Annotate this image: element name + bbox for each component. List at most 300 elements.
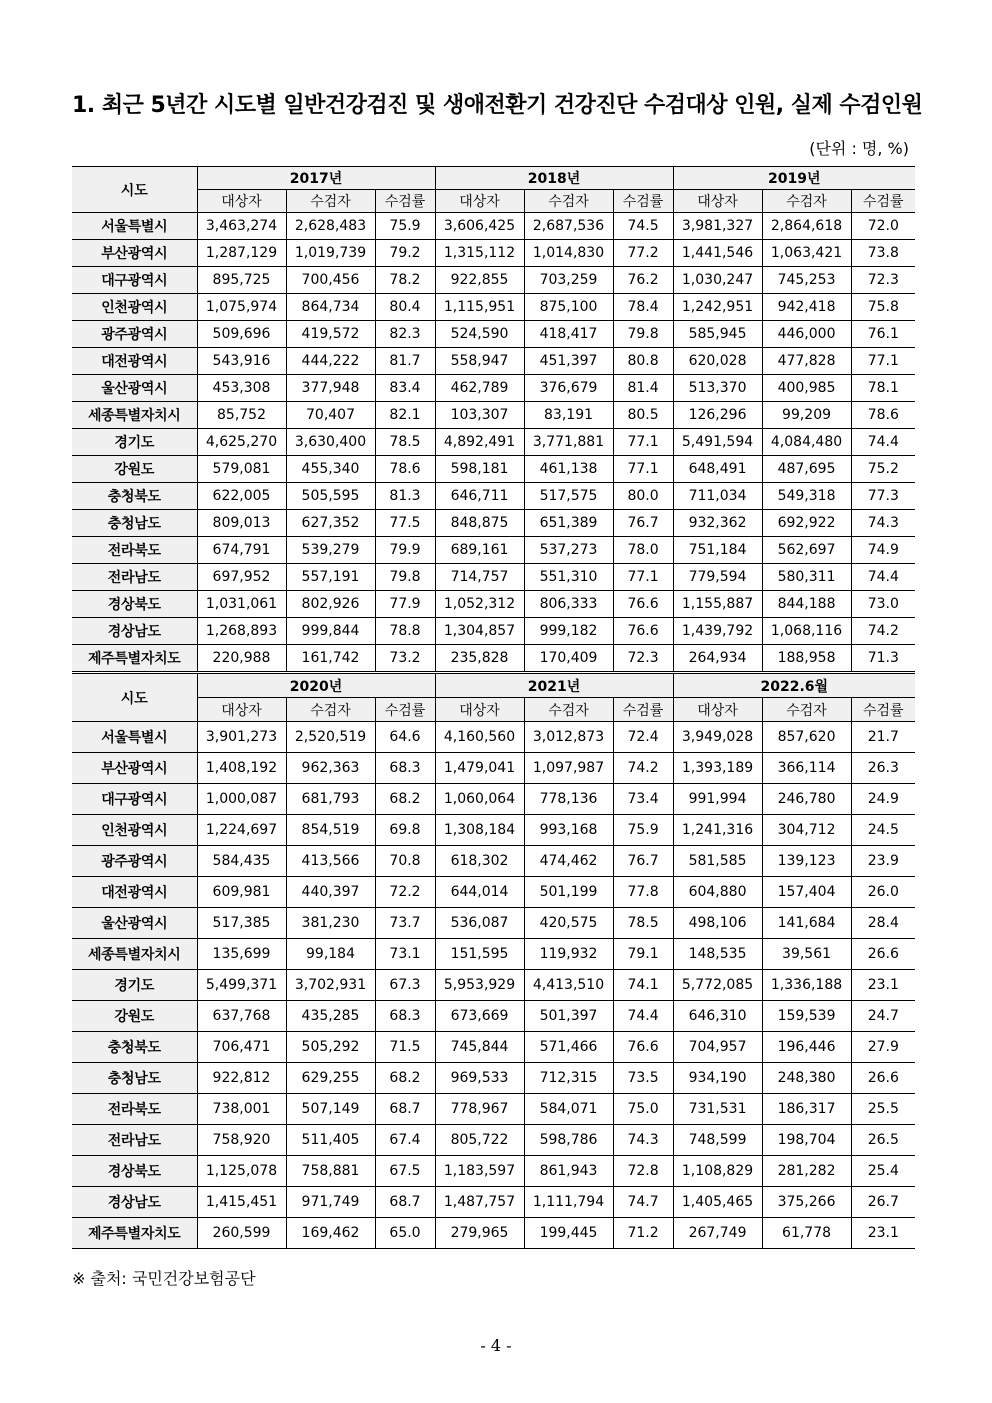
table-row (72, 815, 915, 846)
target-cell: 267,749 (673, 1218, 762, 1249)
col-rate-header: 수검률 (613, 698, 673, 722)
target-cell: 778,967 (435, 1094, 524, 1125)
region-cell: 광주광역시 (72, 321, 197, 348)
examined-cell: 703,259 (524, 267, 613, 294)
rate-cell: 72.4 (613, 722, 673, 753)
examined-cell: 451,397 (524, 348, 613, 375)
col-examined-header: 수검자 (286, 698, 375, 722)
region-cell: 전라북도 (72, 1094, 197, 1125)
rate-cell: 77.1 (613, 564, 673, 591)
examined-cell: 501,397 (524, 1001, 613, 1032)
target-cell: 1,031,061 (197, 591, 286, 618)
col-rate-header: 수검률 (375, 190, 435, 213)
region-cell: 강원도 (72, 456, 197, 483)
rate-cell: 74.5 (613, 213, 673, 240)
target-cell: 513,370 (673, 375, 762, 402)
stats-table-2020-2022 (72, 671, 915, 1249)
table-row (72, 483, 915, 510)
rate-cell: 79.1 (613, 939, 673, 970)
table-row (72, 877, 915, 908)
region-cell: 대전광역시 (72, 348, 197, 375)
examined-cell: 505,292 (286, 1032, 375, 1063)
examined-cell: 1,097,987 (524, 753, 613, 784)
target-cell: 462,789 (435, 375, 524, 402)
rate-cell: 74.2 (613, 753, 673, 784)
examined-cell: 651,389 (524, 510, 613, 537)
rate-cell: 71.5 (375, 1032, 435, 1063)
target-cell: 1,268,893 (197, 618, 286, 645)
rate-cell: 75.2 (851, 456, 915, 483)
rate-cell: 74.3 (851, 510, 915, 537)
examined-cell: 598,786 (524, 1125, 613, 1156)
table-row (72, 321, 915, 348)
examined-cell: 2,687,536 (524, 213, 613, 240)
table-row (72, 429, 915, 456)
target-cell: 779,594 (673, 564, 762, 591)
target-cell: 509,696 (197, 321, 286, 348)
table-row (72, 1001, 915, 1032)
target-cell: 674,791 (197, 537, 286, 564)
rate-cell: 23.9 (851, 846, 915, 877)
examined-cell: 487,695 (762, 456, 851, 483)
target-cell: 1,052,312 (435, 591, 524, 618)
rate-cell: 71.2 (613, 1218, 673, 1249)
target-cell: 3,463,274 (197, 213, 286, 240)
examined-cell: 501,199 (524, 877, 613, 908)
rate-cell: 21.7 (851, 722, 915, 753)
rate-cell: 80.8 (613, 348, 673, 375)
target-cell: 235,828 (435, 645, 524, 672)
col-target-header: 대상자 (435, 190, 524, 213)
region-cell: 부산광역시 (72, 240, 197, 267)
examined-cell: 119,932 (524, 939, 613, 970)
target-cell: 706,471 (197, 1032, 286, 1063)
examined-cell: 806,333 (524, 591, 613, 618)
examined-cell: 875,100 (524, 294, 613, 321)
rate-cell: 65.0 (375, 1218, 435, 1249)
target-cell: 584,435 (197, 846, 286, 877)
examined-cell: 562,697 (762, 537, 851, 564)
examined-cell: 3,771,881 (524, 429, 613, 456)
rate-cell: 79.8 (613, 321, 673, 348)
target-cell: 1,224,697 (197, 815, 286, 846)
target-cell: 498,106 (673, 908, 762, 939)
target-cell: 3,949,028 (673, 722, 762, 753)
region-cell: 충청남도 (72, 510, 197, 537)
target-cell: 536,087 (435, 908, 524, 939)
rate-cell: 64.6 (375, 722, 435, 753)
page-number: - 4 - (480, 1336, 512, 1355)
examined-cell: 1,014,830 (524, 240, 613, 267)
rate-cell: 77.2 (613, 240, 673, 267)
target-cell: 1,315,112 (435, 240, 524, 267)
rate-cell: 78.5 (375, 429, 435, 456)
examined-cell: 455,340 (286, 456, 375, 483)
examined-cell: 39,561 (762, 939, 851, 970)
target-cell: 620,028 (673, 348, 762, 375)
examined-cell: 141,684 (762, 908, 851, 939)
target-cell: 1,115,951 (435, 294, 524, 321)
rate-cell: 73.4 (613, 784, 673, 815)
rate-cell: 67.5 (375, 1156, 435, 1187)
col-examined-header: 수검자 (762, 698, 851, 722)
target-cell: 3,606,425 (435, 213, 524, 240)
rate-cell: 75.9 (613, 815, 673, 846)
table-row (72, 645, 915, 672)
region-cell: 경상북도 (72, 591, 197, 618)
target-cell: 4,625,270 (197, 429, 286, 456)
region-header: 시도 (72, 673, 197, 722)
examined-cell: 444,222 (286, 348, 375, 375)
target-cell: 3,981,327 (673, 213, 762, 240)
examined-cell: 435,285 (286, 1001, 375, 1032)
rate-cell: 72.3 (613, 645, 673, 672)
rate-cell: 71.3 (851, 645, 915, 672)
column-header-row (72, 190, 915, 213)
year-header: 2020년 (197, 673, 435, 698)
year-header-row (72, 167, 915, 190)
rate-cell: 77.8 (613, 877, 673, 908)
rate-cell: 78.5 (613, 908, 673, 939)
examined-cell: 1,063,421 (762, 240, 851, 267)
target-cell: 1,075,974 (197, 294, 286, 321)
table-row (72, 1094, 915, 1125)
examined-cell: 861,943 (524, 1156, 613, 1187)
target-cell: 932,362 (673, 510, 762, 537)
table-row (72, 1032, 915, 1063)
col-examined-header: 수검자 (286, 190, 375, 213)
year-header: 2022.6월 (673, 673, 915, 698)
examined-cell: 375,266 (762, 1187, 851, 1218)
target-cell: 991,994 (673, 784, 762, 815)
rate-cell: 74.7 (613, 1187, 673, 1218)
rate-cell: 74.1 (613, 970, 673, 1001)
examined-cell: 157,404 (762, 877, 851, 908)
region-cell: 충청북도 (72, 1032, 197, 1063)
stats-table-2017-2019 (72, 166, 915, 672)
examined-cell: 3,630,400 (286, 429, 375, 456)
table-row (72, 753, 915, 784)
examined-cell: 571,466 (524, 1032, 613, 1063)
rate-cell: 25.5 (851, 1094, 915, 1125)
rate-cell: 78.6 (375, 456, 435, 483)
rate-cell: 24.7 (851, 1001, 915, 1032)
target-cell: 524,590 (435, 321, 524, 348)
examined-cell: 549,318 (762, 483, 851, 510)
table-row (72, 784, 915, 815)
examined-cell: 420,575 (524, 908, 613, 939)
col-rate-header: 수검률 (613, 190, 673, 213)
target-cell: 1,242,951 (673, 294, 762, 321)
target-cell: 1,393,189 (673, 753, 762, 784)
table-row (72, 348, 915, 375)
year-header: 2017년 (197, 167, 435, 190)
target-cell: 260,599 (197, 1218, 286, 1249)
region-cell: 부산광역시 (72, 753, 197, 784)
region-cell: 광주광역시 (72, 846, 197, 877)
table-body (72, 722, 915, 1249)
examined-cell: 281,282 (762, 1156, 851, 1187)
region-cell: 경상남도 (72, 1187, 197, 1218)
target-cell: 731,531 (673, 1094, 762, 1125)
target-cell: 4,160,560 (435, 722, 524, 753)
target-cell: 714,757 (435, 564, 524, 591)
rate-cell: 78.4 (613, 294, 673, 321)
rate-cell: 79.9 (375, 537, 435, 564)
target-cell: 581,585 (673, 846, 762, 877)
year-header: 2019년 (673, 167, 915, 190)
table-row (72, 267, 915, 294)
examined-cell: 4,084,480 (762, 429, 851, 456)
target-cell: 558,947 (435, 348, 524, 375)
target-cell: 618,302 (435, 846, 524, 877)
region-cell: 대구광역시 (72, 784, 197, 815)
examined-cell: 2,628,483 (286, 213, 375, 240)
rate-cell: 75.8 (851, 294, 915, 321)
table-row (72, 591, 915, 618)
target-cell: 646,711 (435, 483, 524, 510)
rate-cell: 68.3 (375, 753, 435, 784)
examined-cell: 999,182 (524, 618, 613, 645)
rate-cell: 68.2 (375, 784, 435, 815)
examined-cell: 971,749 (286, 1187, 375, 1218)
rate-cell: 77.1 (851, 348, 915, 375)
examined-cell: 778,136 (524, 784, 613, 815)
examined-cell: 999,844 (286, 618, 375, 645)
unit-note: (단위 : 명, %) (809, 139, 909, 158)
rate-cell: 72.2 (375, 877, 435, 908)
region-cell: 인천광역시 (72, 815, 197, 846)
region-cell: 경상남도 (72, 618, 197, 645)
target-cell: 220,988 (197, 645, 286, 672)
examined-cell: 198,704 (762, 1125, 851, 1156)
target-cell: 758,920 (197, 1125, 286, 1156)
table-row (72, 1125, 915, 1156)
examined-cell: 962,363 (286, 753, 375, 784)
rate-cell: 81.4 (613, 375, 673, 402)
target-cell: 135,699 (197, 939, 286, 970)
target-cell: 1,479,041 (435, 753, 524, 784)
target-cell: 1,441,546 (673, 240, 762, 267)
examined-cell: 169,462 (286, 1218, 375, 1249)
target-cell: 1,408,192 (197, 753, 286, 784)
col-target-header: 대상자 (197, 190, 286, 213)
rate-cell: 67.4 (375, 1125, 435, 1156)
region-cell: 세종특별자치시 (72, 939, 197, 970)
col-target-header: 대상자 (197, 698, 286, 722)
rate-cell: 73.0 (851, 591, 915, 618)
rate-cell: 72.8 (613, 1156, 673, 1187)
region-header: 시도 (72, 167, 197, 213)
examined-cell: 83,191 (524, 402, 613, 429)
table-row (72, 213, 915, 240)
rate-cell: 23.1 (851, 970, 915, 1001)
rate-cell: 27.9 (851, 1032, 915, 1063)
target-cell: 1,183,597 (435, 1156, 524, 1187)
target-cell: 809,013 (197, 510, 286, 537)
examined-cell: 627,352 (286, 510, 375, 537)
examined-cell: 2,520,519 (286, 722, 375, 753)
rate-cell: 82.3 (375, 321, 435, 348)
source-note: ※ 출처: 국민건강보험공단 (72, 1269, 256, 1288)
examined-cell: 539,279 (286, 537, 375, 564)
target-cell: 689,161 (435, 537, 524, 564)
rate-cell: 78.2 (375, 267, 435, 294)
target-cell: 934,190 (673, 1063, 762, 1094)
region-cell: 대구광역시 (72, 267, 197, 294)
region-cell: 충청북도 (72, 483, 197, 510)
rate-cell: 82.1 (375, 402, 435, 429)
examined-cell: 854,519 (286, 815, 375, 846)
examined-cell: 844,188 (762, 591, 851, 618)
year-header-row (72, 673, 915, 698)
examined-cell: 440,397 (286, 877, 375, 908)
rate-cell: 79.8 (375, 564, 435, 591)
examined-cell: 557,191 (286, 564, 375, 591)
examined-cell: 712,315 (524, 1063, 613, 1094)
target-cell: 922,855 (435, 267, 524, 294)
document-title: 1. 최근 5년간 시도별 일반건강검진 및 생애전환기 건강진단 수검대상 인원, 실제 수검인원 (72, 93, 923, 118)
rate-cell: 73.7 (375, 908, 435, 939)
examined-cell: 413,566 (286, 846, 375, 877)
target-cell: 126,296 (673, 402, 762, 429)
target-cell: 3,901,273 (197, 722, 286, 753)
target-cell: 5,499,371 (197, 970, 286, 1001)
examined-cell: 418,417 (524, 321, 613, 348)
examined-cell: 70,407 (286, 402, 375, 429)
target-cell: 585,945 (673, 321, 762, 348)
rate-cell: 26.7 (851, 1187, 915, 1218)
table-row (72, 510, 915, 537)
examined-cell: 446,000 (762, 321, 851, 348)
rate-cell: 76.6 (613, 591, 673, 618)
examined-cell: 758,881 (286, 1156, 375, 1187)
target-cell: 922,812 (197, 1063, 286, 1094)
rate-cell: 28.4 (851, 908, 915, 939)
examined-cell: 1,336,188 (762, 970, 851, 1001)
examined-cell: 159,539 (762, 1001, 851, 1032)
rate-cell: 26.6 (851, 1063, 915, 1094)
rate-cell: 81.7 (375, 348, 435, 375)
target-cell: 1,155,887 (673, 591, 762, 618)
col-rate-header: 수검률 (851, 698, 915, 722)
target-cell: 1,439,792 (673, 618, 762, 645)
target-cell: 637,768 (197, 1001, 286, 1032)
rate-cell: 68.3 (375, 1001, 435, 1032)
rate-cell: 24.9 (851, 784, 915, 815)
rate-cell: 76.2 (613, 267, 673, 294)
rate-cell: 77.3 (851, 483, 915, 510)
target-cell: 5,772,085 (673, 970, 762, 1001)
rate-cell: 72.3 (851, 267, 915, 294)
examined-cell: 3,012,873 (524, 722, 613, 753)
examined-cell: 681,793 (286, 784, 375, 815)
rate-cell: 73.5 (613, 1063, 673, 1094)
rate-cell: 26.5 (851, 1125, 915, 1156)
examined-cell: 199,445 (524, 1218, 613, 1249)
rate-cell: 74.4 (851, 564, 915, 591)
table-row (72, 294, 915, 321)
rate-cell: 76.1 (851, 321, 915, 348)
target-cell: 1,125,078 (197, 1156, 286, 1187)
rate-cell: 75.0 (613, 1094, 673, 1125)
examined-cell: 186,317 (762, 1094, 851, 1125)
target-cell: 1,241,316 (673, 815, 762, 846)
table-row (72, 1063, 915, 1094)
table-row (72, 564, 915, 591)
target-cell: 5,491,594 (673, 429, 762, 456)
rate-cell: 68.7 (375, 1094, 435, 1125)
target-cell: 1,108,829 (673, 1156, 762, 1187)
region-cell: 전라북도 (72, 537, 197, 564)
examined-cell: 993,168 (524, 815, 613, 846)
examined-cell: 139,123 (762, 846, 851, 877)
target-cell: 517,385 (197, 908, 286, 939)
examined-cell: 474,462 (524, 846, 613, 877)
examined-cell: 419,572 (286, 321, 375, 348)
year-header: 2021년 (435, 673, 673, 698)
col-rate-header: 수검률 (851, 190, 915, 213)
target-cell: 5,953,929 (435, 970, 524, 1001)
target-cell: 711,034 (673, 483, 762, 510)
examined-cell: 1,111,794 (524, 1187, 613, 1218)
col-target-header: 대상자 (435, 698, 524, 722)
target-cell: 704,957 (673, 1032, 762, 1063)
rate-cell: 78.1 (851, 375, 915, 402)
examined-cell: 551,310 (524, 564, 613, 591)
col-target-header: 대상자 (673, 190, 762, 213)
examined-cell: 99,209 (762, 402, 851, 429)
rate-cell: 78.8 (375, 618, 435, 645)
table-row (72, 402, 915, 429)
target-cell: 609,981 (197, 877, 286, 908)
examined-cell: 477,828 (762, 348, 851, 375)
rate-cell: 78.0 (613, 537, 673, 564)
rate-cell: 72.0 (851, 213, 915, 240)
rate-cell: 80.0 (613, 483, 673, 510)
table-row (72, 375, 915, 402)
target-cell: 848,875 (435, 510, 524, 537)
region-cell: 서울특별시 (72, 722, 197, 753)
rate-cell: 78.6 (851, 402, 915, 429)
rate-cell: 26.6 (851, 939, 915, 970)
examined-cell: 376,679 (524, 375, 613, 402)
rate-cell: 76.6 (613, 618, 673, 645)
examined-cell: 511,405 (286, 1125, 375, 1156)
region-cell: 세종특별자치시 (72, 402, 197, 429)
rate-cell: 77.1 (613, 456, 673, 483)
table-row (72, 537, 915, 564)
target-cell: 1,060,064 (435, 784, 524, 815)
examined-cell: 745,253 (762, 267, 851, 294)
col-examined-header: 수검자 (524, 190, 613, 213)
rate-cell: 73.8 (851, 240, 915, 267)
rate-cell: 74.3 (613, 1125, 673, 1156)
examined-cell: 584,071 (524, 1094, 613, 1125)
region-cell: 충청남도 (72, 1063, 197, 1094)
target-cell: 1,487,757 (435, 1187, 524, 1218)
examined-cell: 537,273 (524, 537, 613, 564)
region-cell: 제주특별자치도 (72, 645, 197, 672)
rate-cell: 24.5 (851, 815, 915, 846)
target-cell: 673,669 (435, 1001, 524, 1032)
rate-cell: 74.4 (851, 429, 915, 456)
table-body (72, 213, 915, 672)
examined-cell: 400,985 (762, 375, 851, 402)
rate-cell: 25.4 (851, 1156, 915, 1187)
examined-cell: 170,409 (524, 645, 613, 672)
examined-cell: 248,380 (762, 1063, 851, 1094)
